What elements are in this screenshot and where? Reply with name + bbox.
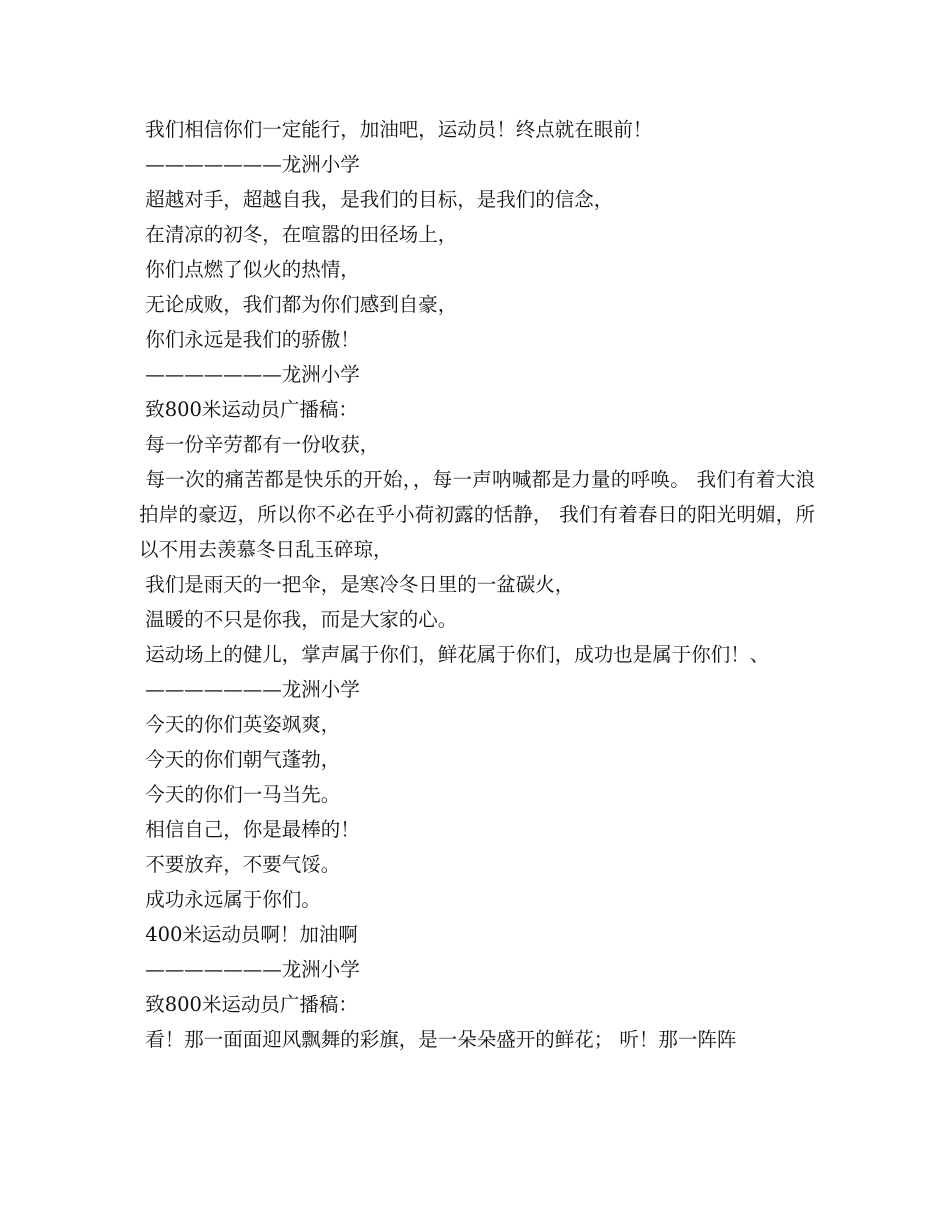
paragraph-line: 我们是雨天的一把伞，是寒冷冬日里的一盆碳火， <box>139 573 575 596</box>
paragraph-line: 相信自己，你是最棒的！ <box>139 818 360 841</box>
document-body <box>139 112 815 1057</box>
paragraph-line: 每一次的痛苦都是快乐的开始，，每一声呐喊都是力量的呼唤。 我们有着大浪拍岸的豪迈，所以你不必在乎小荷初露的恬静， 我们有着春日的阳光明媚，所以不用去羡慕冬日乱玉碎琼， <box>139 468 815 561</box>
section-heading: 致800米运动员广播稿： <box>139 993 358 1016</box>
signature-line: ———————龙洲小学 <box>139 363 360 386</box>
paragraph-line: 每一份辛劳都有一份收获， <box>139 433 380 456</box>
paragraph-line: 我们相信你们一定能行，加油吧，运动员！终点就在眼前！ <box>139 118 653 141</box>
paragraph-line: 看！那一面面迎风飘舞的彩旗，是一朵朵盛开的鲜花； 听！那一阵阵 <box>139 1028 737 1051</box>
paragraph-line: 在清凉的初冬，在喧嚣的田径场上， <box>139 223 458 246</box>
signature-line: ———————龙洲小学 <box>139 678 360 701</box>
paragraph-line: 运动场上的健儿，掌声属于你们，鲜花属于你们，成功也是属于你们！、 <box>139 643 770 666</box>
paragraph-line: 你们点燃了似火的热情， <box>139 258 360 281</box>
paragraph-line: 无论成败，我们都为你们感到自豪， <box>139 293 458 316</box>
paragraph-line: 今天的你们一马当先。 <box>139 783 341 806</box>
signature-line: ———————龙洲小学 <box>139 958 360 981</box>
paragraph-line: 400米运动员啊！加油啊 <box>139 923 358 946</box>
paragraph-line: 不要放弃，不要气馁。 <box>139 853 341 876</box>
paragraph-line: 今天的你们朝气蓬勃， <box>139 748 341 771</box>
paragraph-line: 温暖的不只是你我，而是大家的心。 <box>139 608 458 631</box>
paragraph-line: 超越对手，超越自我，是我们的目标，是我们的信念， <box>139 188 614 211</box>
section-heading: 致800米运动员广播稿： <box>139 398 358 421</box>
paragraph-line: 成功永远属于你们。 <box>139 888 321 911</box>
signature-line: ———————龙洲小学 <box>139 153 360 176</box>
paragraph-line: 你们永远是我们的骄傲！ <box>139 328 360 351</box>
paragraph-line: 今天的你们英姿飒爽， <box>139 713 341 736</box>
